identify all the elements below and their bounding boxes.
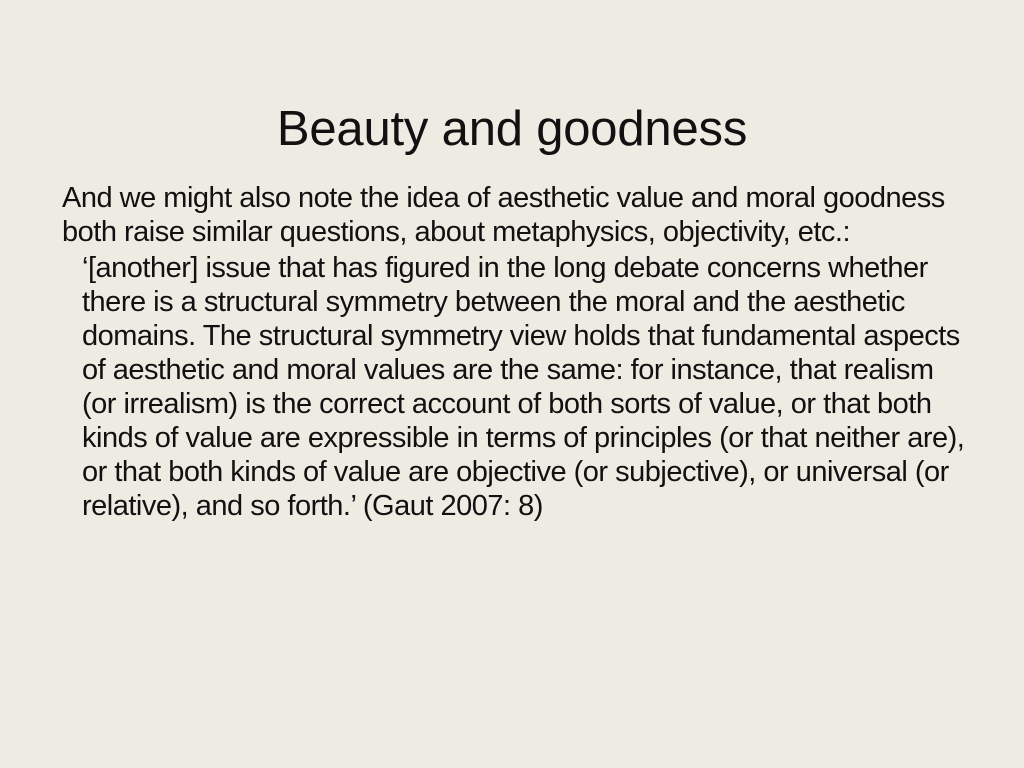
intro-paragraph: And we might also note the idea of aesthetic value and moral goodness both raise similar questions, about metaphysics, objectivity, etc.:: [62, 182, 945, 248]
quoted-passage: ‘[another] issue that has figured in the long debate concerns whether there is a structural symmetry between the moral and the aesthetic domains. The structural symmetry view holds that fundamental aspects of aesthetic and moral values are the same: for instance, that realism (or irrealism) is the correct account of both sorts of value, or that both kinds of value are expressible in terms of principles (or that neither are), or that both kinds of value are objective (or subjective), or universal (or relative), and so forth.’ (Gaut 2007: 8): [82, 252, 965, 522]
slide-title: Beauty and goodness: [276, 101, 748, 156]
slide-body: [62, 181, 992, 523]
